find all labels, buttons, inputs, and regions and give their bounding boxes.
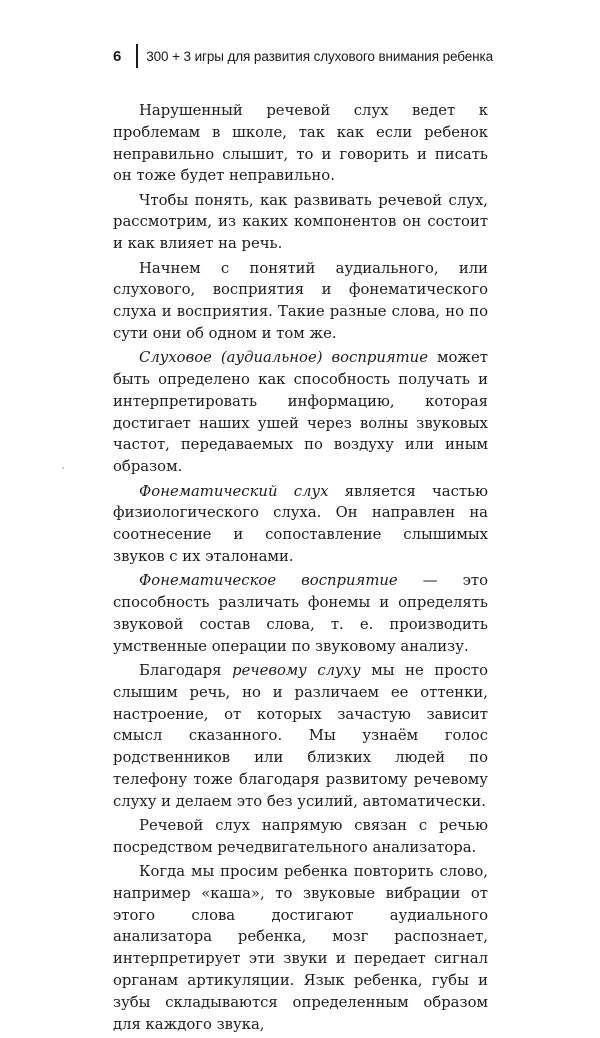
- header-divider: [136, 44, 138, 68]
- paragraph: [113, 481, 488, 568]
- paragraph: [113, 570, 488, 657]
- term-phonemic-perception: Фонематическое восприятие: [139, 572, 398, 590]
- paragraph-text: Нарушенный речевой слух ведет к проблемам в школе, так как если ребенок неправильно слышит, то и говорить и писать он тоже будет неправильно.: [113, 102, 488, 185]
- paragraph: [113, 100, 488, 187]
- paragraph: [113, 815, 488, 859]
- body-text: [113, 100, 488, 1038]
- paragraph-text: мы не просто слышим речь, но и различаем ее оттенки, настроение, от которых зачастую зависит смысл сказанного. Мы узнаём голос родственников или близких людей по телефону тоже благодаря развитому речевому слуху и делаем это без усилий, автоматически.: [113, 661, 488, 810]
- print-speck: [62, 467, 64, 469]
- paragraph-lead: Благодаря: [139, 661, 233, 679]
- running-head: [113, 42, 493, 70]
- term-speech-hearing: речевому слуху: [232, 661, 361, 679]
- paragraph: [113, 258, 488, 345]
- term-auditory-perception: Слуховое (аудиальное) восприятие: [139, 349, 428, 367]
- paragraph-text: Чтобы понять, как развивать речевой слух, рассмотрим, из каких компонентов он состоит и как влияет на речь.: [113, 191, 488, 253]
- paragraph-text: Когда мы просим ребенка повторить слово, например «каша», то звуковые вибрации от этого слова достигают аудиального анализатора ребенка, мозг распознает, интерпретирует эти звуки и передает сигнал органам артикуляции. Язык ребенка, губы и зубы складываются определенным образом для каждого звука,: [113, 863, 488, 1033]
- paragraph: [113, 861, 488, 1035]
- paragraph-text: Речевой слух напрямую связан с речью посредством речедвигательного анализатора.: [113, 817, 488, 856]
- paragraph: [113, 190, 488, 255]
- paragraph: [113, 660, 488, 813]
- paragraph-text: — это способность различать фонемы и определять звуковой состав слова, т. е. производить умственные операции по звуковому анализу.: [113, 572, 488, 655]
- paragraph: [113, 347, 488, 478]
- book-title: 300 + 3 игры для развития слухового внимания ребенка: [146, 48, 493, 64]
- paragraph-text: может быть определено как способность получать и интерпретировать информацию, которая достигает наших ушей через волны звуковых частот, передаваемых по воздуху или иным образом.: [113, 349, 488, 476]
- page-number: 6: [113, 47, 122, 65]
- paragraph-text: Начнем с понятий аудиального, или слухового, восприятия и фонематического слуха и восприятия. Такие разные слова, но по сути они об одном и том же.: [113, 259, 488, 342]
- paragraph-text: является частью физиологического слуха. Он направлен на соотнесение и сопоставление слышимых звуков с их эталонами.: [113, 482, 488, 565]
- term-phonemic-hearing: Фонематический слух: [139, 482, 329, 500]
